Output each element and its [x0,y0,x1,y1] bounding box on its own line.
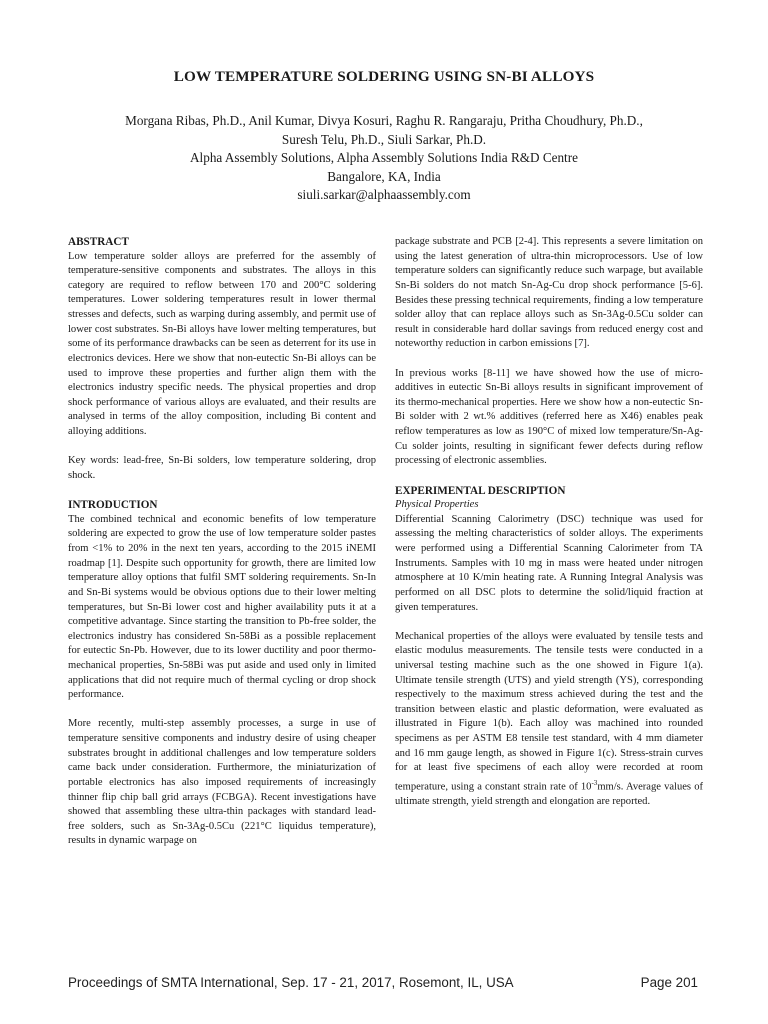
strain-rate-exponent: -3 [591,778,598,787]
proceedings-citation: Proceedings of SMTA International, Sep. 17 - 21, 2017, Rosemont, IL, USA [68,975,514,990]
introduction-paragraph-3: package substrate and PCB [2-4]. This represents a severe limitation on using the latest generation of ultra-thin microprocessors. Use of low temperature solders can significantly reduce such warpage, but available Sn-Bi solders do not match Sn-Ag-Cu drop shock performance [5-6]. Besides these pressing technical requirements, finding a low temperature solder alloy that can replace alloys such as Sn-3Ag-0.5Cu solder can result in considerable hard dollar savings from reduced energy cost and noteworthy reduction in carbon emissions [7]. [395,236,703,350]
author-email: siuli.sarkar@alphaassembly.com [297,187,471,203]
author-line-2: Suresh Telu, Ph.D., Siuli Sarkar, Ph.D. [281,131,487,147]
experimental-paragraph-2-tail: mm/s. Average values of ultimate strength, yield strength and elongation are reported. [395,781,703,808]
introduction-heading: INTRODUCTION [68,499,158,512]
physical-properties-subheading: Physical Properties [395,499,479,511]
author-line-1: Morgana Ribas, Ph.D., Anil Kumar, Divya Kosuri, Raghu R. Rangaraju, Pritha Choudhury, Ph.D., [125,113,643,128]
introduction-paragraph-4: In previous works [8-11] we have showed how the use of micro-additives in eutectic Sn-Bi alloys results in significant improvement of its thermo-mechanical properties. Here we show how a non-eutectic Sn-Bi solder with 2 wt.% additives (referred here as X46) enables peak reflow temperatures as low as 190°C of mixed low temperature/Sn-Ag-Cu solder joints, resulting in significant fewer defects during reflow processing of electronic assemblies. [395,367,703,467]
introduction-paragraph-2: More recently, multi-step assembly processes, a surge in use of temperature sensitive components and industry desire of using cheaper substrates brought in additional challenges and low temperature solders came back under consideration. Furthermore, the miniaturization of portable electronics has also imposed requirements of increasingly thinner flip chip ball grid arrays (FCBGA). Recent investigations have showed that assembling these ultra-thin packages with standard lead-free solders, such as Sn-3Ag-0.5Cu (221°C liquidus temperature), results in dynamic warpage on [68,718,376,847]
location: Bangalore, KA, India [327,168,441,184]
affiliation: Alpha Assembly Solutions, Alpha Assembly Solutions India R&D Centre [190,150,578,166]
abstract-heading: ABSTRACT [68,236,129,248]
right-column [395,235,703,824]
experimental-heading: EXPERIMENTAL DESCRIPTION [395,484,566,497]
author-block [40,112,728,205]
experimental-paragraph-2 [395,630,703,810]
abstract-text: Low temperature solder alloys are preferred for the assembly of temperature-sensitive components and substrates. The alloys in this category are required to reflow between 170 and 200°C soldering temperatures. Lower soldering temperatures result in lower thermal stresses and defects, such as warping during assembly, and permit use of lower cost substrates. Sn-Bi alloys have lower melting temperatures, but some of its performance drawbacks can be seen as deterrent for its use in electronics devices. Here we show that non-eutectic Sn-Bi alloys can be used to improve these properties and further align them with the electronics industry specific needs. The physical properties and drop shock performance of various alloys are evaluated, and their results are analysed in terms of the alloy composition, including Bi content and alloying additions. [68,250,376,438]
paper-title: LOW TEMPERATURE SOLDERING USING SN-BI ALLOYS [173,68,595,85]
experimental-paragraph-2-text: Mechanical properties of the alloys were evaluated by tensile tests and elastic modulus measurements. The tensile tests were conducted in a universal testing machine such as the one showed in Figure 1(a). Ultimate tensile strength (UTS) and yield strength (YS), corresponding respectively to the maximum stress achieved during the test and the transition between elastic and plastic deformation, were evaluated as illustrated in Figure 1(b). Each alloy was machined into rounded specimens as per ASTM E8 tensile test standard, with 4 mm diameter and 16 mm gauge length, as showed in Figure 1(c). Stress-strain curves for at least five specimens of each alloy were recorded at room temperature, using a constant strain rate of 10 [395,630,703,793]
experimental-paragraph-1: Differential Scanning Calorimetry (DSC) technique was used for assessing the melting characteristics of solder alloys. The experiments were performed using a Differential Scanning Calorimeter from TA Instruments. Samples with 10 mg in mass were heated under nitrogen atmosphere at 10 K/min heating rate. A Running Integral Analysis was performed on all DSC plots to determine the solid/liquid fraction at given temperatures. [395,513,703,613]
left-column [68,235,376,864]
keywords: Key words: lead-free, Sn-Bi solders, low temperature soldering, drop shock. [68,455,376,481]
introduction-paragraph-1: The combined technical and economic benefits of low temperature soldering are expected to grow the use of low temperature solder pastes from <1% to 20% in the next ten years, according to the 2015 iNEMI roadmap [1]. Despite such opportunity for growth, there are limited low temperature alloy options that fulfil SMT soldering requirements. Sn-In and Sn-Bi systems would be obvious options due to their lower melting temperatures, but Sn-Bi lower cost and higher availability puts it at a competitive advantage. Since starting the transition to Pb-free solder, the electronics industry has considered Sn-58Bi as a possible replacement for eutectic Sn-Pb. However, due to its lower ductility and poor thermo-mechanical properties, Sn-58Bi was put aside and used only in limited applications that did not require much of thermal cycling or drop shock performance. [68,513,376,701]
page-number: Page 201 [640,975,698,990]
